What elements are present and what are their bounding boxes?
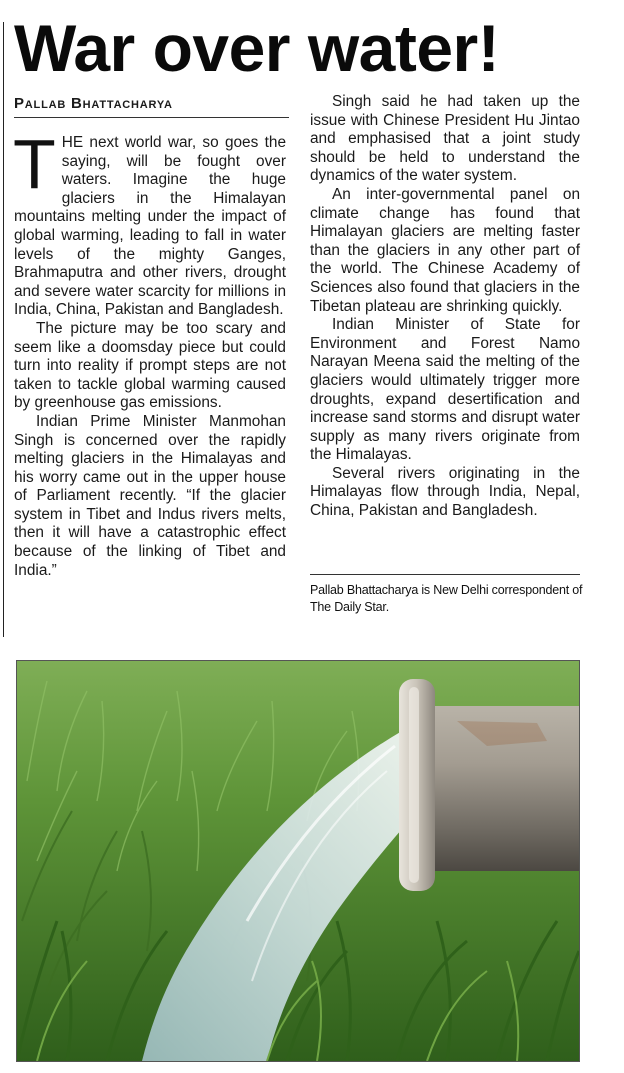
drop-cap: T <box>13 125 56 203</box>
paragraph-2: The picture may be too scary and seem like a doomsday piece but could turn into reality if prompt steps are not taken to tackle global warming caused by greenhouse gas emissions. <box>14 319 286 412</box>
paragraph-7: Several rivers originating in the Himalayas flow through India, Nepal, China, Pakistan and Bangladesh. <box>310 464 580 520</box>
article-column-1 <box>13 125 286 580</box>
credit-rule <box>310 574 580 575</box>
paragraph-3: Indian Prime Minister Manmohan Singh is concerned over the rapidly melting glaciers in the Himalayas and his worry came out in the upper house of Parliament recently. “If the glacier system in Tibet and Indus rivers melts, then it will have a catastrophic effect because of the linking of Tibet and India.” <box>14 412 286 579</box>
byline: Pallab Bhattacharya <box>14 95 173 112</box>
author-credit: Pallab Bhattacharya is New Delhi correspondent of The Daily Star. <box>310 583 583 614</box>
photo-illustration <box>17 661 579 1061</box>
headline: War over water! <box>14 11 500 85</box>
pipe-water-grass-photo <box>16 660 580 1062</box>
paragraph-1-text: HE next world war, so goes the saying, will be fought over waters. Imagine the huge glaciers in the Himalayan mountains melting under the impact of global warming, leading to fall in water levels of the mighty Ganges, Brahmaputra and other rivers, drought and severe water scarcity for millions in India, China, Pakistan and Bangladesh. <box>14 134 286 319</box>
paragraph-6: Indian Minister of State for Environment and Forest Namo Narayan Meena said the melting of the glaciers would ultimately trigger more droughts, expand desertification and increase sand storms and disrupt water supply as many rivers originate from the Himalayas. <box>310 316 580 464</box>
column-rule <box>3 22 4 637</box>
paragraph-4: Singh said he had taken up the issue with Chinese President Hu Jintao and emphasised that a joint study should be held to understand the dynamics of the water system. <box>310 93 580 185</box>
paragraph-1 <box>13 125 286 320</box>
paragraph-5: An inter-governmental panel on climate change has found that Himalayan glaciers are melting faster than the glaciers in any other part of the world. The Chinese Academy of Sciences also found that glaciers in the Tibetan plateau are shrinking quickly. <box>310 185 580 315</box>
article-column-2 <box>310 93 580 521</box>
byline-rule <box>14 117 289 118</box>
